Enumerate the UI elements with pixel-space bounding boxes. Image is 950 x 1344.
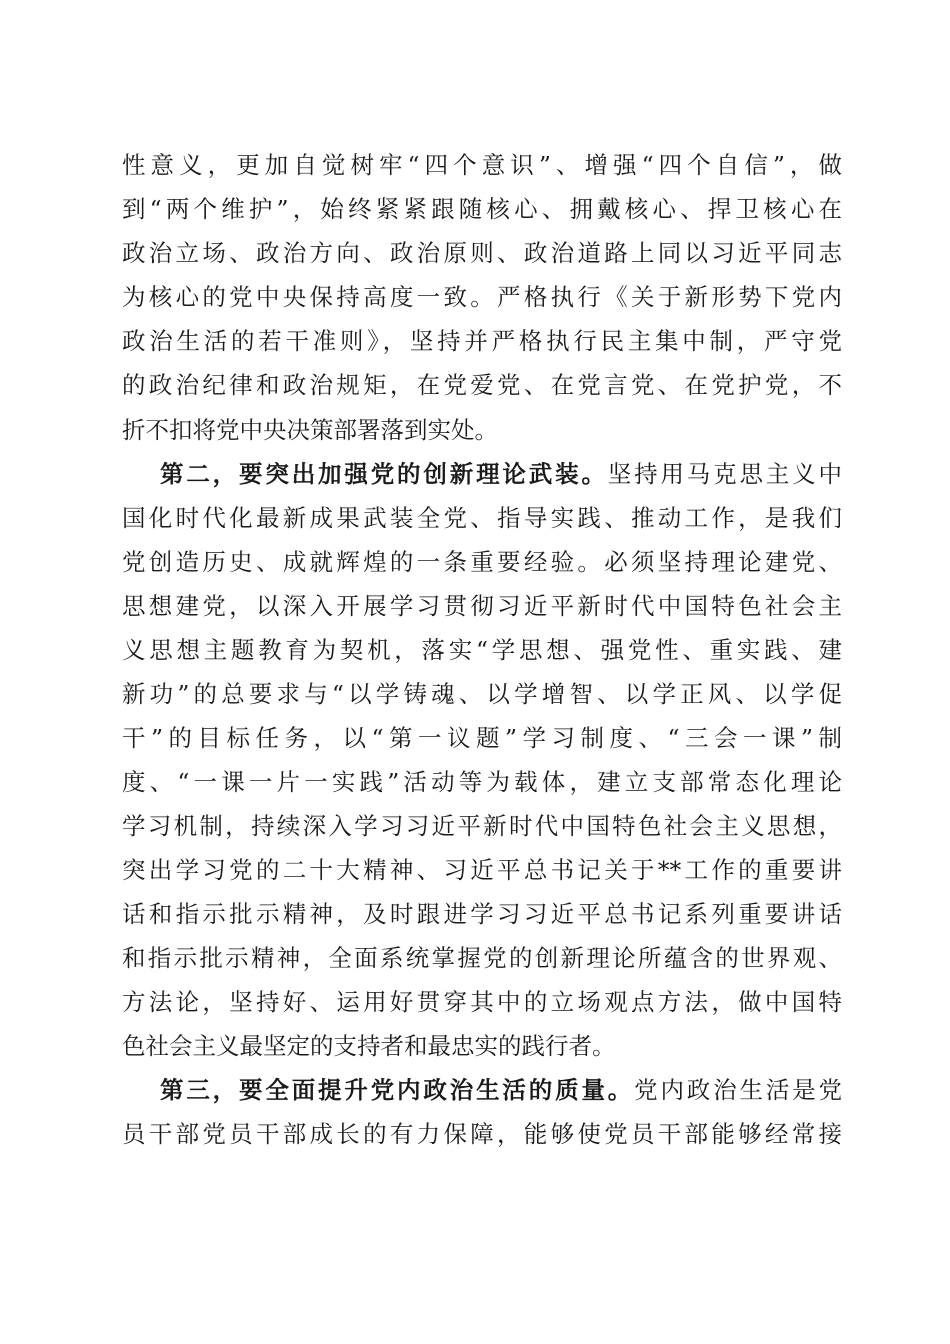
paragraph-2-line-7: 干”的目标任务，以“第一议题”学习制度、“三会一课”制 (122, 724, 842, 752)
paragraph-2-heading: 第二，要突出加强党的创新理论武装。 (160, 460, 608, 488)
paragraph-2-line-3: 党创造历史、成就辉煌的一条重要经验。必须坚持理论建党、 (122, 548, 842, 576)
paragraph-1-line-5: 政治生活的若干准则》，坚持并严格执行民主集中制，严守党 (122, 327, 842, 355)
paragraph-2-line-11: 话和指示批示精神，及时跟进学习习近平总书记系列重要讲话 (122, 900, 842, 928)
paragraph-2-line-13: 方法论，坚持好、运用好贯穿其中的立场观点方法，做中国特 (122, 988, 842, 1016)
paragraph-3-first-line-rest: 党内政治生活是党 (634, 1076, 843, 1104)
paragraph-3-first-line (160, 1070, 842, 1110)
paragraph-2-line-10: 突出学习党的二十大精神、习近平总书记关于**工作的重要讲 (122, 856, 842, 884)
paragraph-2-first-line (160, 454, 842, 494)
paragraph-2-line-12: 和指示批示精神，全面系统掌握党的创新理论所蕴含的世界观、 (122, 944, 842, 972)
paragraph-1-line-6: 的政治纪律和政治规矩，在党爱党、在党言党、在党护党，不 (122, 371, 842, 399)
paragraph-1-line-3: 政治立场、政治方向、政治原则、政治道路上同以习近平同志 (122, 239, 842, 267)
paragraph-3-heading: 第三，要全面提升党内政治生活的质量。 (160, 1076, 635, 1104)
paragraph-1-line-2: 到“两个维护”，始终紧紧跟随核心、拥戴核心、捍卫核心在 (122, 195, 842, 223)
paragraph-2-line-2: 国化时代化最新成果武装全党、指导实践、推动工作，是我们 (122, 504, 842, 532)
paragraph-2-line-6: 新功”的总要求与“以学铸魂、以学增智、以学正风、以学促 (122, 680, 842, 708)
paragraph-3-line-2: 员干部党员干部成长的有力保障，能够使党员干部能够经常接 (122, 1120, 842, 1148)
paragraph-2-line-4: 思想建党，以深入开展学习贯彻习近平新时代中国特色社会主 (122, 592, 842, 620)
paragraph-1-line-4: 为核心的党中央保持高度一致。严格执行《关于新形势下党内 (122, 283, 842, 311)
paragraph-1-line-1: 性意义，更加自觉树牢“四个意识”、增强“四个自信”，做 (122, 151, 842, 179)
paragraph-2-line-5: 义思想主题教育为契机，落实“学思想、强党性、重实践、建 (122, 636, 842, 664)
paragraph-1-line-7: 折不扣将党中央决策部署落到实处。 (122, 416, 498, 444)
paragraph-2-line-14: 色社会主义最坚定的支持者和最忠实的践行者。 (122, 1032, 616, 1060)
paragraph-2-first-line-rest: 坚持用马克思主义中 (607, 460, 843, 488)
paragraph-2-line-9: 学习机制，持续深入学习习近平新时代中国特色社会主义思想， (122, 812, 842, 840)
paragraph-2-line-8: 度、“一课一片一实践”活动等为载体，建立支部常态化理论 (122, 768, 842, 796)
